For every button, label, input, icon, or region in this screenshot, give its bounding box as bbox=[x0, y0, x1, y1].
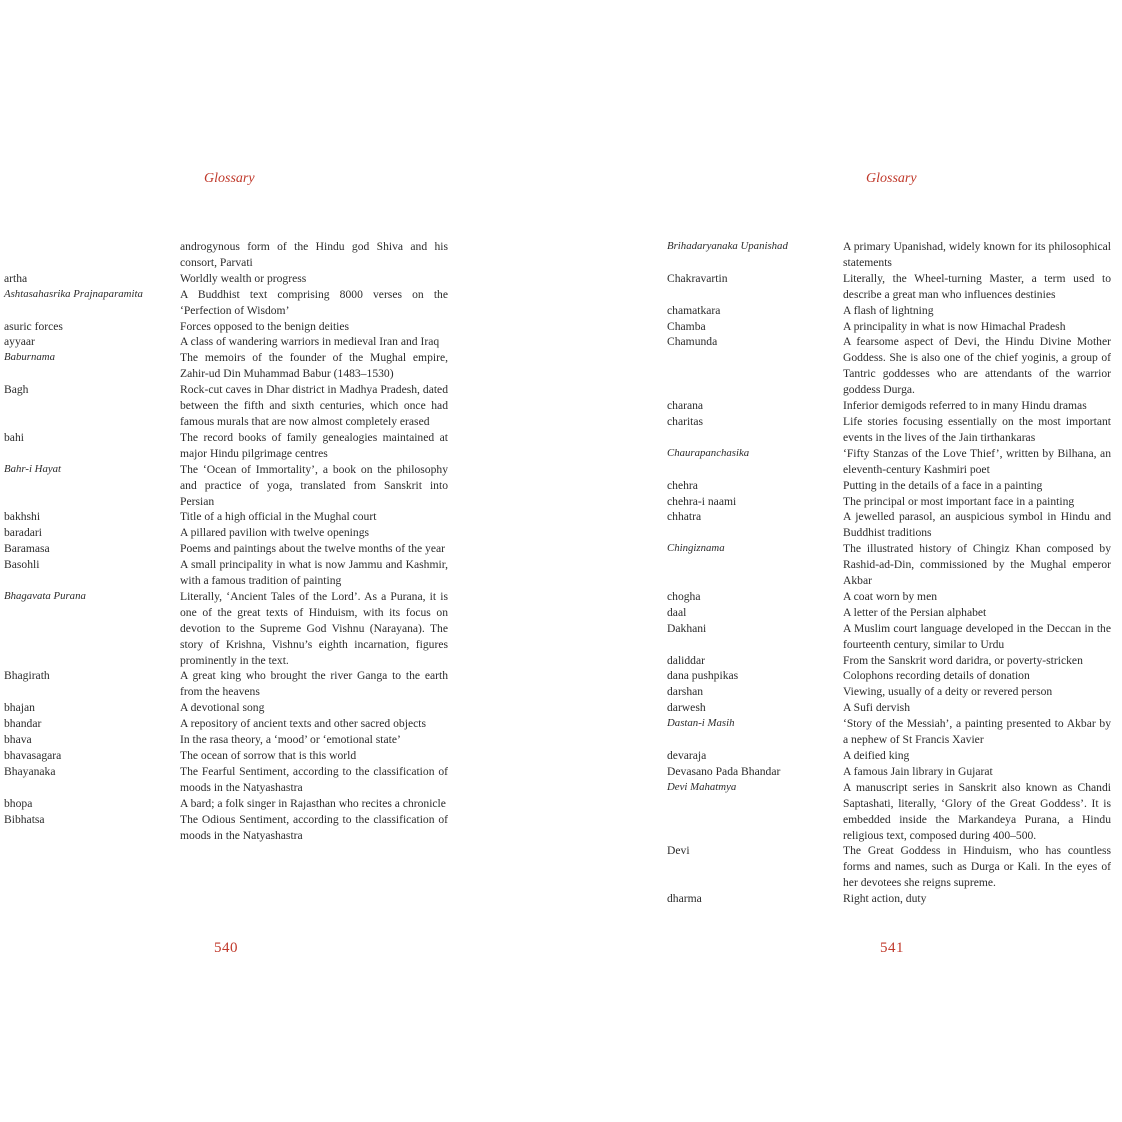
glossary-definition: A primary Upanishad, widely known for its philosophical statements bbox=[843, 240, 1111, 269]
glossary-entry bbox=[4, 700, 448, 716]
glossary-term: Chamunda bbox=[667, 335, 718, 349]
glossary-definition: A class of wandering warriors in medieval Iran and Iraq bbox=[180, 335, 440, 349]
glossary-term: Chaurapanchasika bbox=[667, 446, 750, 459]
glossary-definition: The record books of family genealogies maintained at major Hindu pilgrimage centres bbox=[180, 430, 448, 460]
glossary-term: Bhagirath bbox=[4, 669, 50, 683]
page-number: 540 bbox=[214, 940, 238, 956]
glossary-term: Bhagavata Purana bbox=[4, 589, 86, 602]
glossary-term: daal bbox=[667, 605, 687, 619]
running-head: Glossary bbox=[204, 171, 255, 186]
glossary-entry bbox=[4, 430, 448, 462]
glossary-entry bbox=[4, 796, 448, 812]
glossary-definition: A principality in what is now Himachal Pradesh bbox=[843, 319, 1066, 333]
glossary-definition: In the rasa theory, a ‘mood’ or ‘emotional state’ bbox=[180, 733, 401, 747]
glossary-definition: From the Sanskrit word daridra, or poverty-stricken bbox=[843, 653, 1083, 667]
glossary-definition: A Buddhist text comprising 8000 verses on the ‘Perfection of Wisdom’ bbox=[180, 287, 448, 317]
glossary-entry bbox=[667, 716, 1111, 748]
glossary-definition: Worldly wealth or progress bbox=[180, 271, 307, 285]
glossary-definition: ‘Fifty Stanzas of the Love Thief’, written by Bilhana, an eleventh-century Kashmiri poet bbox=[843, 446, 1111, 476]
glossary-term: Bibhatsa bbox=[4, 812, 45, 826]
glossary-definition: A repository of ancient texts and other sacred objects bbox=[180, 717, 426, 731]
glossary-term: chamatkara bbox=[667, 303, 721, 317]
glossary-term: artha bbox=[4, 271, 28, 285]
glossary-term: bahi bbox=[4, 430, 24, 444]
glossary-definition: A flash of lightning bbox=[843, 303, 934, 317]
glossary-term: Baburnama bbox=[4, 351, 55, 364]
glossary-term: bhavasagara bbox=[4, 749, 62, 762]
glossary-definition: ‘Story of the Messiah’, a painting presented to Akbar by a nephew of St Francis Xavier bbox=[843, 717, 1111, 747]
glossary-term: Dakhani bbox=[667, 621, 707, 635]
glossary-term: Bagh bbox=[4, 383, 29, 397]
glossary-term: devaraja bbox=[667, 749, 707, 762]
glossary-term: ayyaar bbox=[4, 335, 35, 349]
glossary-definition: A manuscript series in Sanskrit also known as Chandi Saptashati, literally, ‘Glory of the Great Goddess’. It is embedded inside the Markandeya Purana, a Hindu religious text, composed during 400–500. bbox=[843, 780, 1111, 842]
glossary-entry bbox=[667, 653, 1111, 669]
glossary-entry bbox=[667, 764, 1111, 780]
glossary-term: darshan bbox=[667, 685, 704, 699]
glossary-entry bbox=[4, 589, 448, 669]
glossary-definition: Viewing, usually of a deity or revered person bbox=[843, 685, 1053, 699]
glossary-entry bbox=[667, 684, 1111, 700]
glossary-entry bbox=[4, 334, 448, 350]
glossary-term: Bhayanaka bbox=[4, 764, 56, 778]
glossary-entry bbox=[667, 319, 1111, 335]
glossary-entry bbox=[4, 287, 448, 319]
glossary-term: bakhshi bbox=[4, 510, 41, 524]
glossary-term: Devasano Pada Bhandar bbox=[667, 764, 781, 778]
glossary-definition: The Great Goddess in Hinduism, who has countless forms and names, such as Durga or Kali. In the eyes of her devotees she reigns supreme. bbox=[843, 844, 1111, 890]
glossary-entry bbox=[4, 668, 448, 700]
glossary-definition: Forces opposed to the benign deities bbox=[180, 319, 350, 333]
glossary-term: Brihadaryanaka Upanishad bbox=[667, 240, 788, 252]
glossary-definition: A devotional song bbox=[180, 701, 265, 715]
glossary-definition: A fearsome aspect of Devi, the Hindu Divine Mother Goddess. She is also one of the chief yoginis, a group of Tantric goddesses who are attendants of the warrior goddess Durga. bbox=[843, 335, 1111, 397]
running-head: Glossary bbox=[866, 171, 917, 186]
glossary-term: bhajan bbox=[4, 701, 35, 715]
glossary-entry bbox=[667, 509, 1111, 541]
glossary-entry bbox=[4, 716, 448, 732]
glossary-term: daliddar bbox=[667, 653, 705, 667]
glossary-term: Devi Mahatmya bbox=[667, 780, 737, 793]
glossary-entry bbox=[667, 446, 1111, 478]
glossary-definition: Putting in the details of a face in a painting bbox=[843, 478, 1043, 492]
glossary-term: chehra-i naami bbox=[667, 494, 737, 508]
glossary-entry bbox=[4, 541, 448, 557]
glossary-definition: Literally, ‘Ancient Tales of the Lord’. As a Purana, it is one of the great texts of Hinduism, with its focus on devotion to the Supreme God Vishnu (Narayana). The story of Krishna, Vishnu’s eighth incarnation, figures prominently in the text. bbox=[180, 589, 448, 667]
glossary-term bbox=[4, 239, 180, 271]
glossary-entry bbox=[667, 239, 1111, 271]
page-number: 541 bbox=[880, 940, 904, 956]
glossary-entry bbox=[667, 398, 1111, 414]
glossary-definition: Inferior demigods referred to in many Hindu dramas bbox=[843, 399, 1087, 413]
glossary-entry bbox=[667, 589, 1111, 605]
glossary-term: Dastan-i Masih bbox=[667, 717, 735, 730]
glossary-entry bbox=[4, 557, 448, 589]
glossary-definition: The principal or most important face in a painting bbox=[843, 494, 1075, 508]
glossary-term: bhopa bbox=[4, 796, 33, 810]
glossary-definition: The memoirs of the founder of the Mughal empire, Zahir-ud Din Muhammad Babur (1483–1530) bbox=[180, 351, 448, 381]
glossary-definition: A letter of the Persian alphabet bbox=[843, 605, 987, 619]
glossary-entry bbox=[4, 271, 448, 287]
glossary-definition: A deified king bbox=[843, 749, 910, 762]
glossary-definition: A Muslim court language developed in the Deccan in the fourteenth century, similar to Urdu bbox=[843, 621, 1111, 651]
glossary-term: asuric forces bbox=[4, 319, 63, 333]
glossary-entry bbox=[667, 621, 1111, 653]
glossary-definition: The Fearful Sentiment, according to the classification of moods in the Natyashastra bbox=[180, 764, 448, 794]
glossary-term: darwesh bbox=[667, 701, 706, 715]
glossary-definition: A bard; a folk singer in Rajasthan who recites a chronicle bbox=[180, 796, 446, 810]
glossary-term: bhandar bbox=[4, 717, 42, 731]
glossary-entry bbox=[667, 414, 1111, 446]
glossary-entry bbox=[667, 668, 1111, 684]
glossary-definition: A pillared pavilion with twelve openings bbox=[180, 526, 370, 540]
glossary-definition: Rock-cut caves in Dhar district in Madhya Pradesh, dated between the fifth and sixth centuries, which once had famous murals that are now almost completely erased bbox=[180, 383, 448, 428]
glossary-entry bbox=[667, 271, 1111, 303]
glossary-term: Chamba bbox=[667, 319, 706, 333]
glossary-definition: The ‘Ocean of Immortality’, a book on the philosophy and practice of yoga, translated from Sanskrit into Persian bbox=[180, 462, 448, 508]
glossary-entry bbox=[667, 334, 1111, 398]
glossary-entry bbox=[667, 843, 1111, 891]
glossary-entry bbox=[667, 780, 1111, 844]
glossary-entry bbox=[667, 541, 1111, 589]
glossary-entry bbox=[4, 319, 448, 335]
glossary-term: charitas bbox=[667, 414, 704, 428]
glossary-entry bbox=[667, 748, 1111, 764]
glossary-term: chogha bbox=[667, 589, 701, 603]
glossary-entry bbox=[4, 525, 448, 541]
glossary-entry bbox=[4, 239, 448, 271]
glossary-entries bbox=[4, 239, 448, 843]
glossary-term: baradari bbox=[4, 526, 42, 540]
glossary-term: chhatra bbox=[667, 510, 702, 524]
glossary-entry bbox=[4, 764, 448, 796]
glossary-term: Basohli bbox=[4, 558, 40, 572]
glossary-entry bbox=[667, 891, 1111, 907]
glossary-entries bbox=[667, 239, 1111, 907]
glossary-definition: Right action, duty bbox=[843, 892, 927, 906]
glossary-definition: A coat worn by men bbox=[843, 589, 938, 603]
glossary-term: chehra bbox=[667, 478, 698, 492]
glossary-definition: A famous Jain library in Gujarat bbox=[843, 764, 993, 778]
glossary-entry bbox=[667, 605, 1111, 621]
glossary-definition: Colophons recording details of donation bbox=[843, 669, 1030, 683]
glossary-definition: The Odious Sentiment, according to the classification of moods in the Natyashastra bbox=[180, 812, 448, 842]
glossary-term: Bahr-i Hayat bbox=[4, 462, 62, 475]
glossary-entry bbox=[4, 350, 448, 382]
glossary-term: Baramasa bbox=[4, 542, 50, 556]
glossary-definition: Title of a high official in the Mughal court bbox=[180, 510, 377, 524]
glossary-entry bbox=[4, 748, 448, 764]
glossary-definition: Life stories focusing essentially on the most important events in the lives of the Jain tirthankaras bbox=[843, 414, 1111, 444]
glossary-term: Chingiznama bbox=[667, 542, 725, 555]
glossary-term: bhava bbox=[4, 733, 32, 747]
glossary-definition: A small principality in what is now Jammu and Kashmir, with a famous tradition of painting bbox=[180, 558, 448, 588]
glossary-term: dana pushpikas bbox=[667, 669, 739, 683]
glossary-entry bbox=[667, 494, 1111, 510]
glossary-entry bbox=[4, 509, 448, 525]
glossary-definition: The ocean of sorrow that is this world bbox=[180, 749, 357, 762]
glossary-definition: A great king who brought the river Ganga to the earth from the heavens bbox=[180, 669, 448, 699]
glossary-term: Chakravartin bbox=[667, 271, 728, 285]
glossary-entry bbox=[667, 303, 1111, 319]
glossary-entry bbox=[667, 700, 1111, 716]
glossary-term: charana bbox=[667, 399, 704, 413]
glossary-term: dharma bbox=[667, 892, 702, 906]
glossary-definition: androgynous form of the Hindu god Shiva and his consort, Parvati bbox=[180, 240, 448, 269]
glossary-entry bbox=[4, 812, 448, 844]
glossary-entry bbox=[667, 478, 1111, 494]
glossary-term: Ashtasahasrika Prajnaparamita bbox=[4, 287, 143, 300]
glossary-entry bbox=[4, 462, 448, 510]
glossary-definition: A Sufi dervish bbox=[843, 701, 910, 715]
glossary-definition: Poems and paintings about the twelve months of the year bbox=[180, 542, 445, 556]
right-page bbox=[561, 0, 1122, 1122]
glossary-term: Devi bbox=[667, 844, 690, 858]
glossary-definition: Literally, the Wheel-turning Master, a term used to describe a great man who influences destinies bbox=[843, 271, 1111, 301]
glossary-entry bbox=[4, 382, 448, 430]
glossary-entry bbox=[4, 732, 448, 748]
glossary-definition: The illustrated history of Chingiz Khan composed by Rashid-ad-Din, commissioned by the Mughal emperor Akbar bbox=[843, 542, 1111, 588]
glossary-definition: A jewelled parasol, an auspicious symbol in Hindu and Buddhist traditions bbox=[843, 510, 1111, 540]
